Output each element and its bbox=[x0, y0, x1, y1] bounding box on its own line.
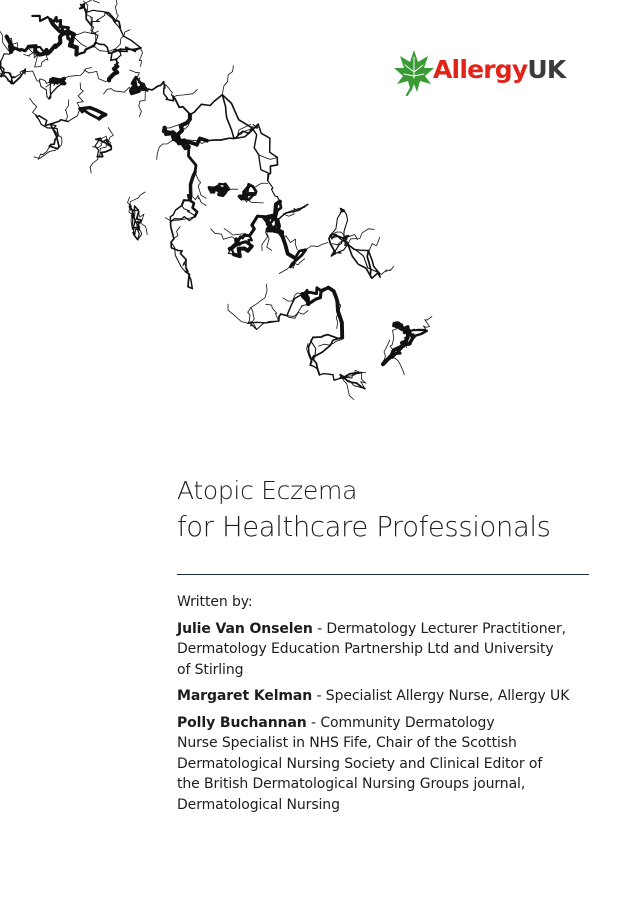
crack-line bbox=[279, 258, 295, 274]
crack-line bbox=[379, 266, 394, 274]
green-leaf-icon bbox=[393, 48, 435, 96]
author-separator: - bbox=[312, 688, 326, 704]
crack-line bbox=[115, 0, 118, 22]
crack-line bbox=[211, 229, 237, 240]
author-separator: - bbox=[312, 620, 327, 637]
crack-line bbox=[320, 374, 343, 381]
crack-line bbox=[279, 314, 287, 321]
crack-line bbox=[248, 308, 251, 324]
author-role-line: of Stirling bbox=[177, 661, 244, 678]
crack-line bbox=[91, 26, 98, 43]
crack-line bbox=[76, 43, 95, 55]
crack-line bbox=[423, 317, 432, 331]
crack-line bbox=[283, 293, 303, 301]
crack-line bbox=[84, 70, 109, 82]
crack-line bbox=[68, 109, 80, 122]
crack-line bbox=[25, 69, 39, 81]
crack-line bbox=[95, 139, 99, 157]
crack-line bbox=[182, 195, 191, 206]
crack-line bbox=[287, 294, 303, 316]
author-role-line: Specialist Allergy Nurse, Allergy UK bbox=[325, 688, 570, 704]
crack-line bbox=[268, 157, 278, 180]
crack-line bbox=[109, 66, 117, 80]
crack-line bbox=[268, 181, 280, 202]
crack-line bbox=[344, 211, 348, 237]
credits-section bbox=[177, 592, 607, 821]
author-name: Polly Buchannan bbox=[177, 714, 307, 731]
crack-line bbox=[96, 43, 112, 54]
crack-line bbox=[331, 211, 342, 235]
crack-line bbox=[104, 87, 131, 94]
crack-line bbox=[207, 138, 234, 141]
logo-wordmark bbox=[433, 55, 565, 84]
crack-line bbox=[306, 243, 328, 250]
written-by-label: Written by: bbox=[177, 594, 253, 610]
crack-line bbox=[65, 100, 69, 122]
title-divider bbox=[177, 574, 589, 575]
crack-line bbox=[287, 311, 308, 319]
crack-line bbox=[348, 244, 369, 250]
crack-line bbox=[266, 304, 279, 321]
crack-line bbox=[191, 172, 196, 195]
logo-text-uk: UK bbox=[527, 54, 566, 84]
crack-line bbox=[195, 172, 206, 198]
crack-line bbox=[139, 48, 142, 67]
crack-line bbox=[190, 95, 222, 115]
crack-line bbox=[90, 157, 98, 173]
title-line-2: for Healthcare Professionals bbox=[177, 511, 551, 543]
logo-text-allergy: Allergy bbox=[433, 54, 528, 84]
crack-line bbox=[139, 89, 146, 117]
author-separator: - bbox=[306, 714, 321, 731]
crack-line bbox=[258, 124, 277, 157]
author-role-line: Dermatological Nursing bbox=[177, 796, 340, 813]
crack-line bbox=[40, 81, 50, 99]
author-role-line: Community Dermatology bbox=[320, 714, 495, 731]
crack-line bbox=[287, 304, 308, 316]
crack-line bbox=[77, 83, 83, 109]
author-role-line: Nurse Specialist in NHS Fife, Chair of the Scottish bbox=[177, 735, 517, 751]
crack-line bbox=[393, 357, 405, 375]
crack-line bbox=[130, 192, 145, 205]
crack-line bbox=[91, 12, 105, 25]
crack-line bbox=[222, 66, 233, 95]
author-role-line: the British Dermatological Nursing Groups journal, bbox=[177, 776, 526, 792]
cracked-skin-illustration bbox=[0, 0, 460, 440]
crack-line bbox=[13, 69, 25, 84]
crack-line bbox=[64, 68, 92, 79]
author-name: Margaret Kelman bbox=[177, 688, 313, 704]
crack-line bbox=[189, 147, 197, 172]
crack-line bbox=[252, 128, 259, 155]
crack-line bbox=[262, 230, 271, 250]
crack-line bbox=[222, 95, 252, 128]
crack-line bbox=[348, 229, 375, 245]
crack-line bbox=[36, 115, 50, 126]
crack-line bbox=[32, 16, 50, 21]
crack-line bbox=[173, 97, 190, 115]
crack-line bbox=[157, 140, 174, 160]
crack-line bbox=[313, 356, 319, 375]
title-line-1: Atopic Eczema bbox=[177, 476, 358, 505]
author-role-line: Dermatological Nursing Society and Clinical Editor of bbox=[177, 755, 543, 772]
author-role-line: Dermatology Education Partnership Ltd and University bbox=[177, 641, 554, 657]
crack-line bbox=[146, 82, 164, 90]
author-name: Julie Van Onselen bbox=[177, 620, 313, 637]
crack-line bbox=[173, 90, 197, 97]
crack-line bbox=[328, 288, 337, 302]
author-role-line: Dermatology Lecturer Practitioner, bbox=[326, 620, 567, 637]
crack-line bbox=[230, 240, 237, 249]
crack-line bbox=[166, 96, 173, 101]
crack-line bbox=[30, 98, 37, 115]
crack-line bbox=[81, 0, 100, 5]
author-entry bbox=[177, 713, 607, 816]
crack-line bbox=[228, 304, 248, 323]
crack-line bbox=[120, 28, 141, 48]
crack-line bbox=[1, 52, 11, 61]
crack-line bbox=[250, 216, 258, 236]
allergy-uk-logo bbox=[393, 46, 565, 98]
crack-line bbox=[371, 273, 380, 279]
crack-line bbox=[259, 155, 268, 181]
author-entry bbox=[177, 686, 607, 707]
crack-line bbox=[368, 237, 379, 252]
crack-line bbox=[251, 284, 267, 308]
document-title bbox=[177, 474, 617, 546]
author-entry bbox=[177, 619, 607, 681]
